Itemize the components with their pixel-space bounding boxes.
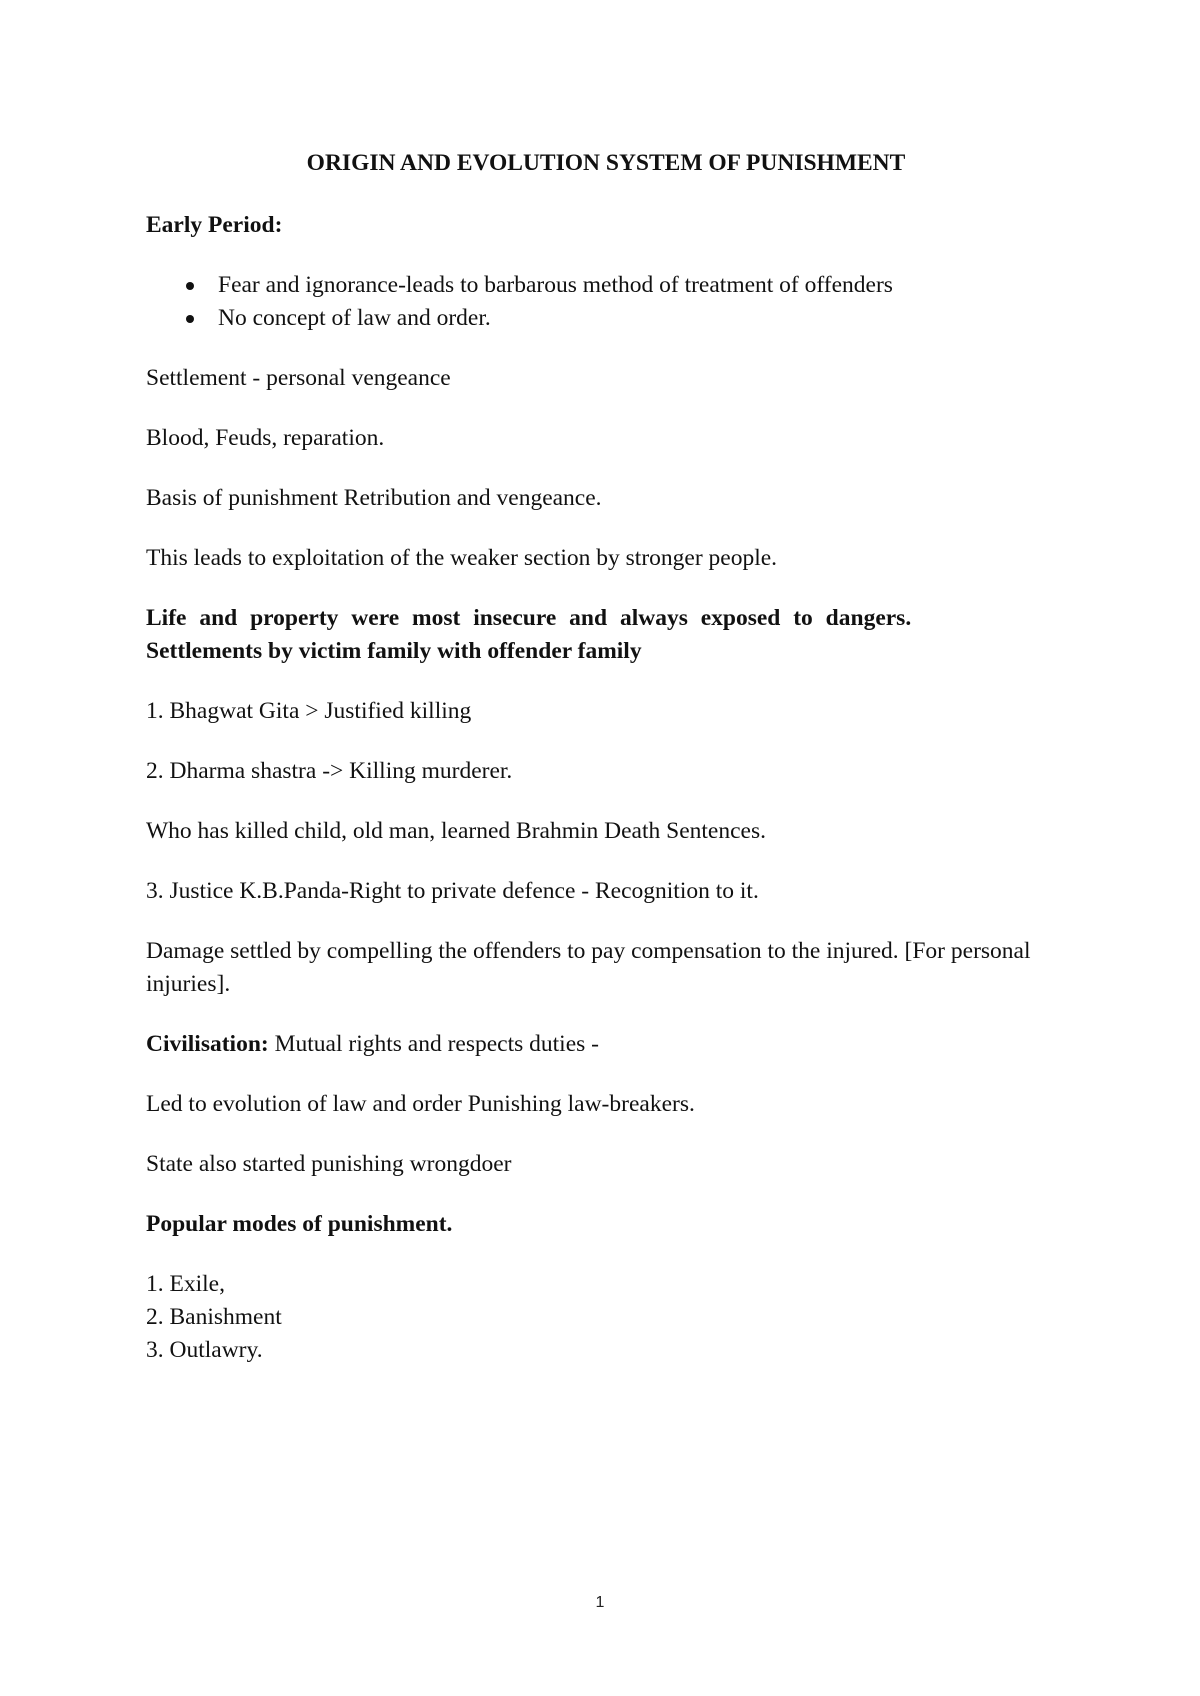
popular-modes-heading: Popular modes of punishment.: [146, 1211, 453, 1237]
page-title: ORIGIN AND EVOLUTION SYSTEM OF PUNISHMENT: [306, 150, 906, 176]
bullet-icon: [186, 282, 194, 290]
civilisation-text: Mutual rights and respects duties -: [268, 1031, 599, 1057]
page-number: 1: [595, 1594, 605, 1611]
life-property-line: Life and property were most insecure and always exposed to dangers.: [146, 605, 912, 631]
bullet-text: No concept of law and order.: [218, 305, 491, 331]
paragraph-exploitation: This leads to exploitation of the weaker section by stronger people.: [146, 545, 778, 571]
bullet-item: [146, 269, 1066, 302]
paragraph-state: State also started punishing wrongdoer: [146, 1151, 512, 1177]
paragraph-settlement: Settlement - personal vengeance: [146, 365, 451, 391]
civilisation-label: Civilisation:: [146, 1031, 269, 1057]
list-item: 1. Exile,: [146, 1271, 225, 1297]
bullet-item: [146, 302, 1066, 335]
paragraph-led-to: Led to evolution of law and order Punishing law-breakers.: [146, 1091, 695, 1117]
paragraph-gita: 1. Bhagwat Gita > Justified killing: [146, 698, 472, 724]
paragraph-dharma: 2. Dharma shastra -> Killing murderer.: [146, 758, 513, 784]
paragraph-blood: Blood, Feuds, reparation.: [146, 425, 385, 451]
list-item: 2. Banishment: [146, 1304, 282, 1330]
bullet-text: Fear and ignorance-leads to barbarous method of treatment of offenders: [218, 272, 893, 298]
paragraph-basis: Basis of punishment Retribution and vengeance.: [146, 485, 602, 511]
paragraph-who-killed: Who has killed child, old man, learned Brahmin Death Sentences.: [146, 818, 766, 844]
popular-modes-list: [146, 1268, 1066, 1367]
paragraph-life-property: [146, 602, 1066, 668]
paragraph-panda: 3. Justice K.B.Panda-Right to private defence - Recognition to it.: [146, 878, 759, 904]
bullet-icon: [186, 315, 194, 323]
list-item: 3. Outlawry.: [146, 1337, 263, 1363]
paragraph-damage: Damage settled by compelling the offenders to pay compensation to the injured. [For personal injuries].: [146, 938, 1031, 997]
page-content: [146, 147, 1066, 1367]
early-period-bullets: [146, 269, 1066, 335]
settlements-family-line: Settlements by victim family with offender family: [146, 638, 642, 664]
early-period-heading: Early Period:: [146, 212, 283, 238]
paragraph-civilisation: [146, 1028, 1066, 1061]
